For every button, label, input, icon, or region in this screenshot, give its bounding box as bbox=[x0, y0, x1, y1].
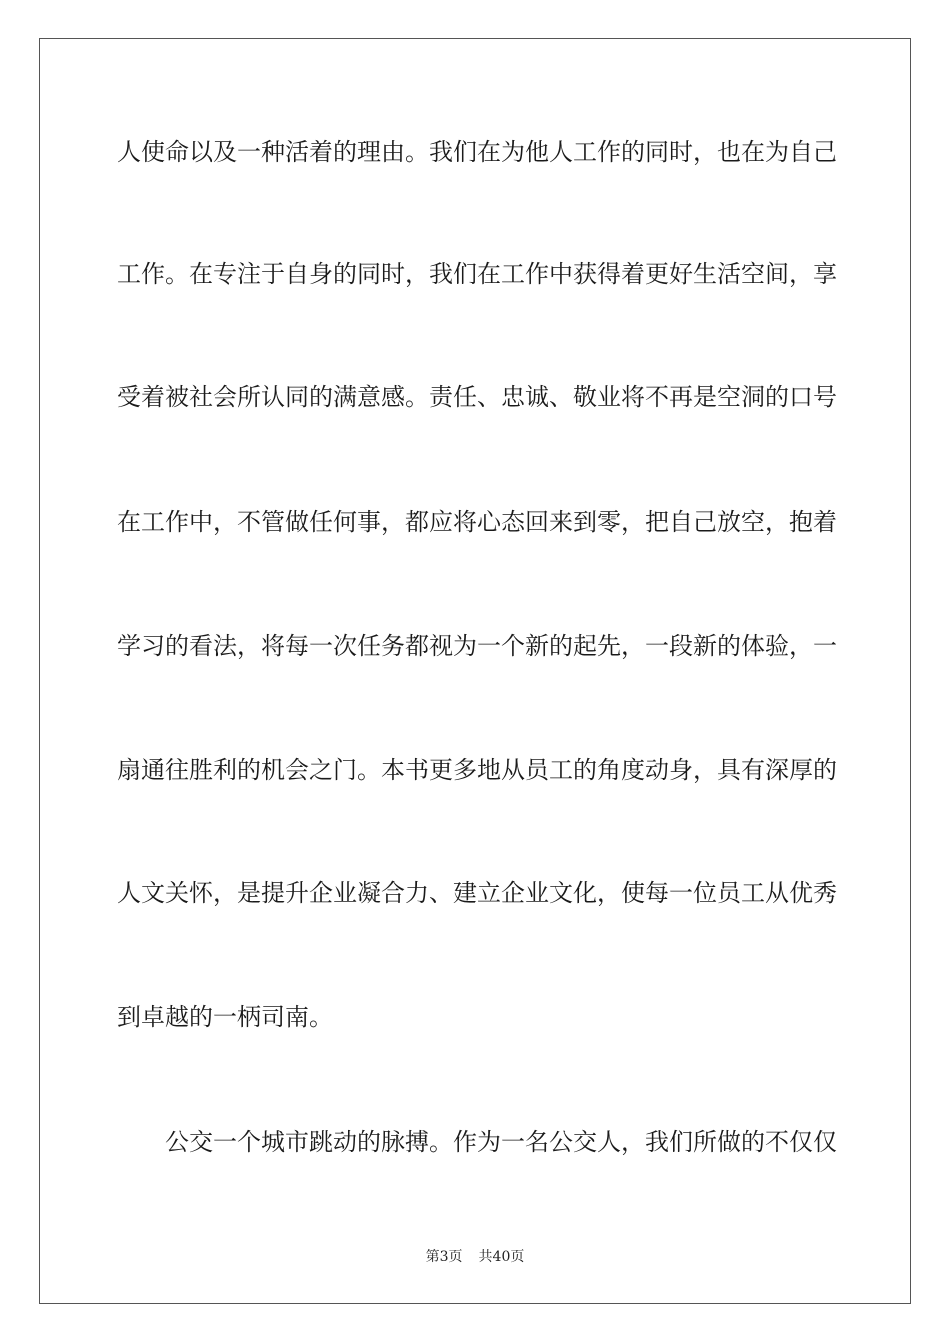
paragraph-line-1: 人使命以及一种活着的理由。我们在为他人工作的同时，也在为自己 bbox=[117, 138, 837, 166]
page-border bbox=[39, 38, 911, 1304]
page-footer bbox=[0, 1248, 950, 1266]
paragraph-line-9: 公交一个城市跳动的脉搏。作为一名公交人，我们所做的不仅仅 bbox=[165, 1128, 837, 1156]
page-total: 共40页 bbox=[478, 1249, 525, 1265]
page-number: 第3页 bbox=[425, 1249, 463, 1265]
paragraph-line-8: 到卓越的一柄司南。 bbox=[117, 1003, 333, 1031]
paragraph-line-4: 在工作中，不管做任何事，都应将心态回来到零，把自己放空，抱着 bbox=[117, 508, 837, 536]
paragraph-line-2: 工作。在专注于自身的同时，我们在工作中获得着更好生活空间，享 bbox=[117, 260, 837, 288]
paragraph-line-7: 人文关怀，是提升企业凝合力、建立企业文化，使每一位员工从优秀 bbox=[117, 879, 837, 907]
paragraph-line-3: 受着被社会所认同的满意感。责任、忠诚、敬业将不再是空洞的口号 bbox=[117, 383, 837, 411]
paragraph-line-6: 扇通往胜利的机会之门。本书更多地从员工的角度动身，具有深厚的 bbox=[117, 756, 837, 784]
paragraph-line-5: 学习的看法，将每一次任务都视为一个新的起先，一段新的体验，一 bbox=[117, 632, 837, 660]
